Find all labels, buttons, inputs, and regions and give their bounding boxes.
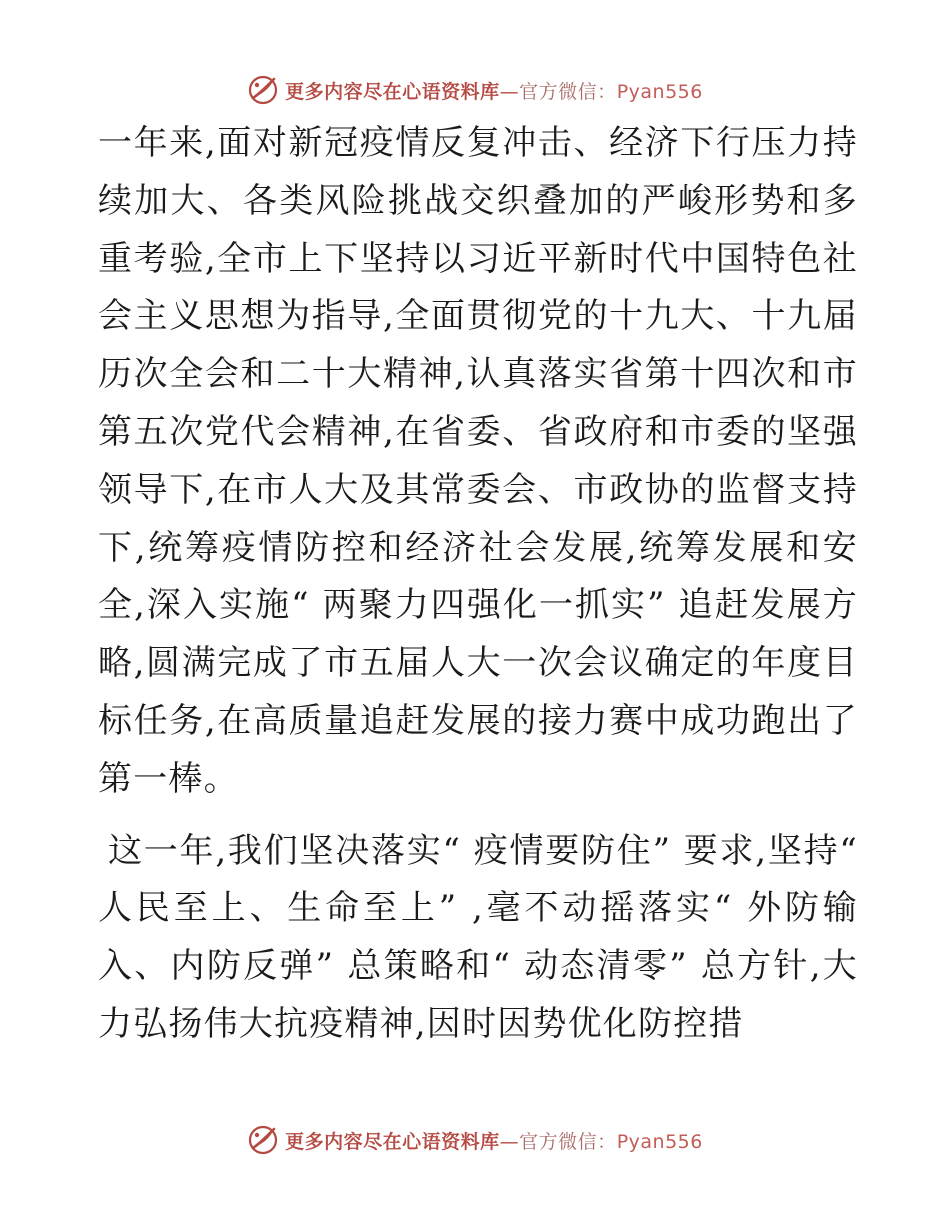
header-dash: —: [499, 80, 520, 103]
quill-logo-icon: [247, 74, 279, 106]
footer-dash: —: [499, 1130, 520, 1153]
footer-site: 更多内容尽在心语资料库: [285, 1130, 500, 1153]
footer-banner-text: [285, 1127, 703, 1154]
document-body: [98, 115, 858, 1054]
quill-logo-icon: [247, 1124, 279, 1156]
header-site: 更多内容尽在心语资料库: [285, 80, 500, 103]
footer-wechat-label: 官方微信：: [519, 1130, 617, 1153]
header-banner-text: [285, 77, 703, 104]
paragraph-1: 一年来,面对新冠疫情反复冲击、经济下行压力持续加大、各类风险挑战交织叠加的严峻形势和多重考验,全市上下坚持以习近平新时代中国特色社会主义思想为指导,全面贯彻党的十九大、十九届历次全会和二十大精神,认真落实省第十四次和市第五次党代会精神,在省委、省政府和市委的坚强领导下,在市人大及其常委会、市政协的监督支持下,统筹疫情防控和经济社会发展,统筹发展和安全,深入实施“ 两聚力四强化一抓实” 追赶发展方略,圆满完成了市五届人大一次会议确定的年度目标任务,在高质量追赶发展的接力赛中成功跑出了第一棒。: [98, 123, 858, 799]
paragraph-2: 这一年,我们坚决落实“ 疫情要防住” 要求,坚持“ 人民至上、生命至上” ,毫不动摇落实“ 外防输入、内防反弹” 总策略和“ 动态清零” 总方针,大力弘扬伟大抗疫精神,因时因势优化防控措: [98, 830, 858, 1044]
footer-watermark: [0, 1120, 950, 1160]
header-watermark: [0, 70, 950, 110]
header-account: Pyan556: [616, 80, 703, 103]
header-wechat-label: 官方微信：: [519, 80, 617, 103]
footer-account: Pyan556: [616, 1130, 703, 1153]
